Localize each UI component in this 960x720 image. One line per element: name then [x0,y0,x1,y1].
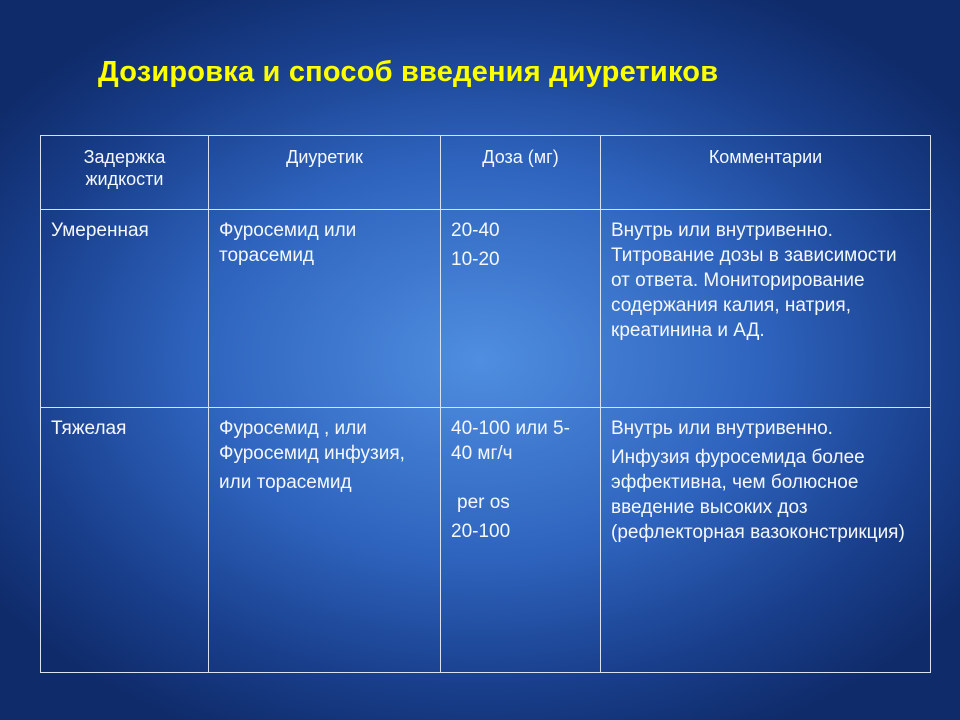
diuretic-cell [209,408,441,673]
comment-text: Внутрь или внутривенно. [611,418,833,439]
diuretic-cell [209,210,441,408]
diuretics-dosing-table [40,135,931,673]
header-diuretic: Диуретик [209,136,441,210]
comments-cell [601,408,931,673]
dose-cell [441,210,601,408]
dose-line: 20-100 [451,521,511,542]
table-header-row [41,136,931,210]
comment-text: Внутрь или внутривенно. Титрование дозы в зависимости от ответа. Мониторирование содержания калия, натрия, креатинина и АД. [611,220,897,341]
dose-line: 20-40 [451,220,500,241]
severity-cell: Тяжелая [41,408,209,673]
header-fluid-retention: Задержка жидкости [41,136,209,210]
severity-cell: Умеренная [41,210,209,408]
diuretic-text: Фуросемид , или Фуросемид инфузия, [219,418,405,464]
diuretic-text: Фуросемид или торасемид [219,220,357,266]
comment-text: Инфузия фуросемида более эффективна, чем болюсное введение высоких доз (рефлекторная вазоконстрикция) [611,447,905,543]
dose-line: 10-20 [451,249,500,270]
dose-cell [441,408,601,673]
table-row-moderate [41,210,931,408]
table-row-severe [41,408,931,673]
slide-title: Дозировка и способ введения диуретиков [98,56,719,88]
diuretic-text: или торасемид [219,472,352,493]
header-comments: Комментарии [601,136,931,210]
header-dose: Доза (мг) [441,136,601,210]
dose-line: per os [457,492,510,513]
comments-cell [601,210,931,408]
dose-line: 40-100 или 5-40 мг/ч [451,418,570,464]
